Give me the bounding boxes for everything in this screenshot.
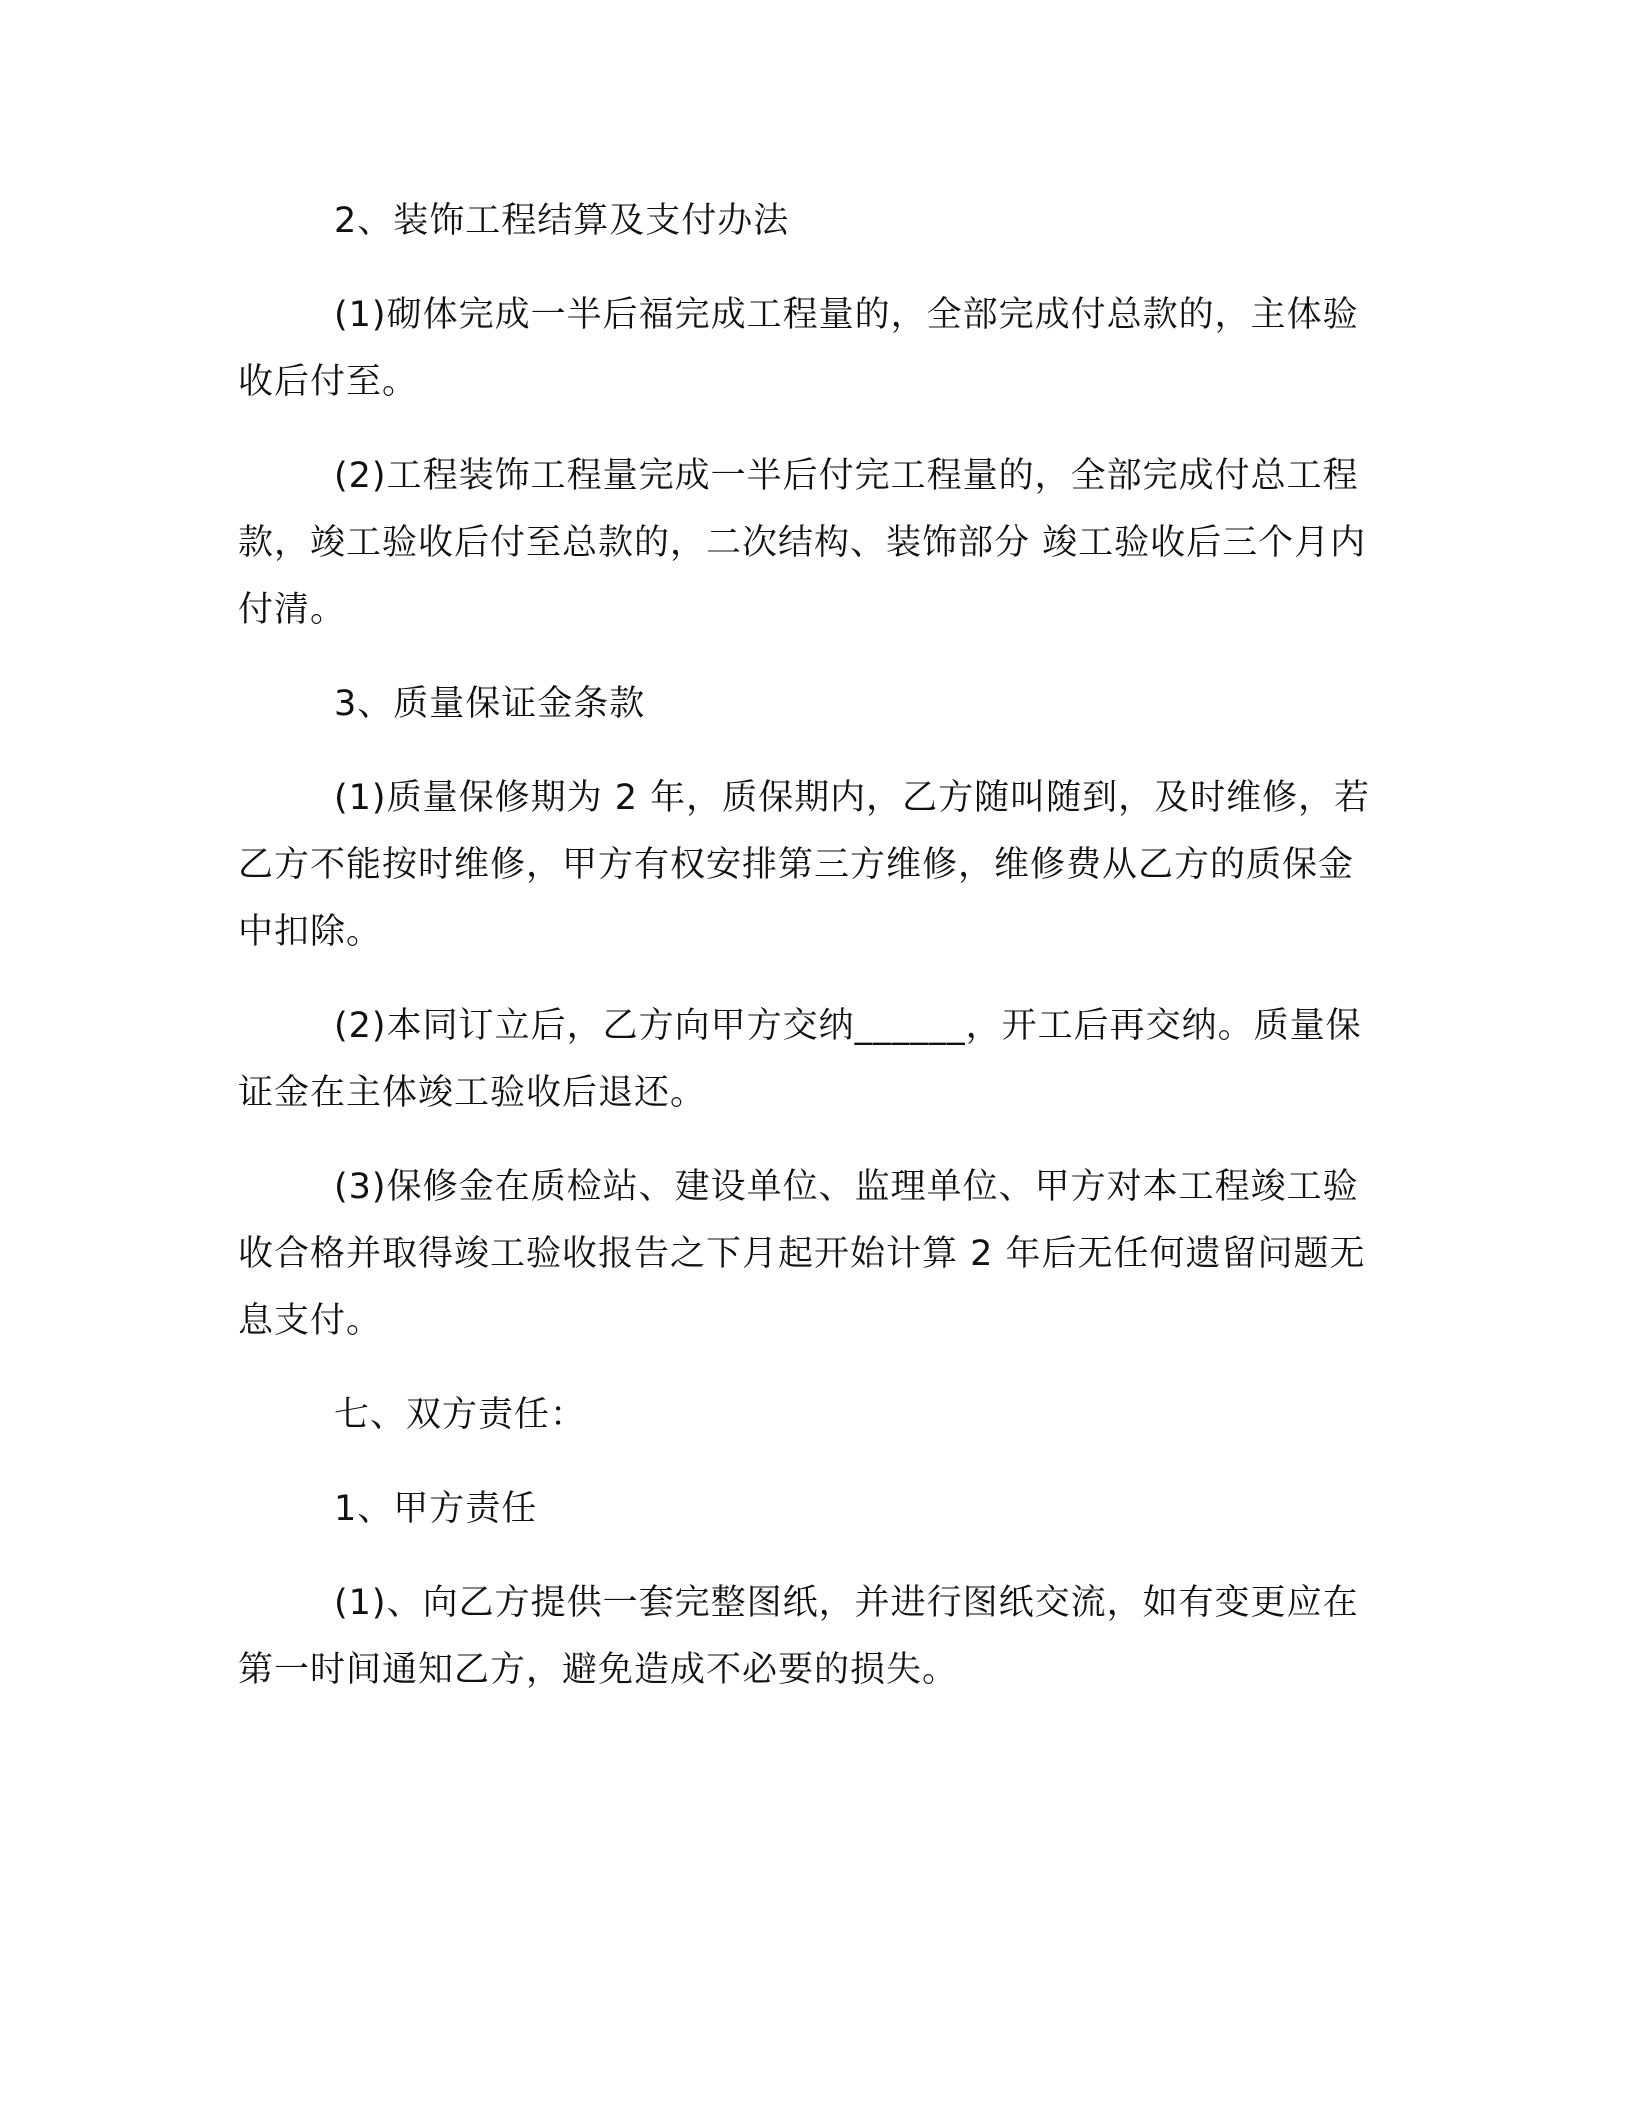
section-heading-responsibilities: 七、双方责任： <box>334 1395 587 1435</box>
clause-settlement-1: (1)砌体完成一半后福完成工程量的，全部完成付总款的，主体验收后付至。 <box>238 295 1359 402</box>
subsection-heading-party-a: 1、甲方责任 <box>334 1489 538 1529</box>
document-body <box>238 188 1388 1731</box>
clause-party-a-1: (1)、向乙方提供一套完整图纸，并进行图纸交流，如有变更应在第一时间通知乙方，避免造成不必要的损失。 <box>238 1583 1359 1690</box>
section-heading-warranty-deposit: 3、质量保证金条款 <box>334 684 646 724</box>
clause-warranty-1: (1)质量保修期为 2 年，质保期内，乙方随叫随到，及时维修，若乙方不能按时维修，甲方有权安排第三方维修，维修费从乙方的质保金中扣除。 <box>238 778 1371 952</box>
clause-settlement-2: (2)工程装饰工程量完成一半后付完工程量的，全部完成付总工程款，竣工验收后付至总款的，二次结构、装饰部分 竣工验收后三个月内付清。 <box>238 456 1367 630</box>
clause-warranty-3: (3)保修金在质检站、建设单位、监理单位、甲方对本工程竣工验收合格并取得竣工验收报告之下月起开始计算 2 年后无任何遗留问题无息支付。 <box>238 1167 1366 1341</box>
clause-warranty-2: (2)本同订立后，乙方向甲方交纳______，开工后再交纳。质量保证金在主体竣工验收后退还。 <box>238 1006 1362 1113</box>
section-heading-settlement: 2、装饰工程结算及支付办法 <box>334 201 790 241</box>
